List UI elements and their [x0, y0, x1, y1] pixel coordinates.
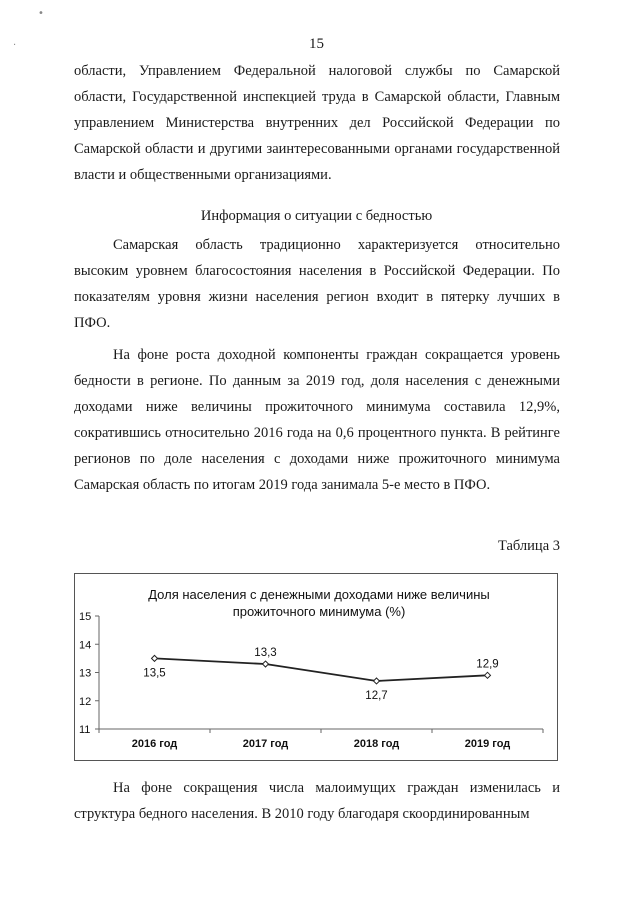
data-point	[374, 678, 380, 684]
data-label: 12,7	[365, 689, 388, 702]
data-point	[263, 661, 269, 667]
data-point	[485, 672, 491, 678]
chart-title-line-2: прожиточного минимума (%)	[232, 604, 406, 619]
paragraph-1: области, Управлением Федеральной налоговой службы по Самарской области, Государственной инспекцией труда в Самарской области, Главным управлением Министерства внутренних дел Российской Федерации по Самарской области и другими заинтересованными органами государственной власти и общественными организациями.	[74, 63, 560, 183]
y-tick-label: 15	[79, 611, 92, 623]
section-heading: Информация о ситуации с бедностью	[200, 208, 433, 224]
y-tick-label: 13	[79, 667, 92, 680]
paragraph-4: На фоне сокращения числа малоимущих граждан изменилась и структура бедного населения. В 2010 году благодаря скоординированным	[74, 780, 560, 822]
page-number: 15	[309, 36, 324, 52]
paragraph-2: Самарская область традиционно характеризуется относительно высоким уровнем благосостояния населения в Российской Федерации. По показателям уровня жизни населения регион входит в пятерку лучших в ПФО.	[74, 237, 560, 331]
series-line	[155, 658, 488, 681]
scan-mark: •	[38, 8, 44, 19]
paragraph-3: На фоне роста доходной компоненты граждан сокращается уровень бедности в регионе. По данным за 2019 год, доля населения с денежными доходами ниже величины прожиточного минимума составила 12,9%, сократившись относительно 2016 года на 0,6 процентного пункта. В рейтинге регионов по доле населения с доходами ниже прожиточного минимума Самарская область по итогам 2019 года занимала 5-е место в ПФО.	[74, 347, 560, 493]
y-tick-label: 12	[79, 695, 92, 708]
poverty-line-chart	[74, 573, 558, 761]
data-label: 13,3	[254, 647, 277, 660]
x-tick-label: 2019 год	[464, 738, 511, 750]
x-tick-label: 2016 год	[131, 738, 178, 750]
data-point	[152, 655, 158, 661]
table-label: Таблица 3	[497, 538, 560, 554]
x-tick-label: 2018 год	[353, 738, 400, 750]
scan-mark: ·	[13, 40, 17, 51]
data-label: 12,9	[476, 658, 499, 671]
y-tick-label: 11	[79, 724, 91, 736]
chart-title-line-1: Доля населения с денежными доходами ниже величины	[148, 587, 490, 602]
data-label: 13,5	[143, 667, 166, 680]
chart-canvas	[75, 574, 559, 762]
x-tick-label: 2017 год	[242, 738, 289, 750]
y-tick-label: 14	[79, 639, 92, 652]
